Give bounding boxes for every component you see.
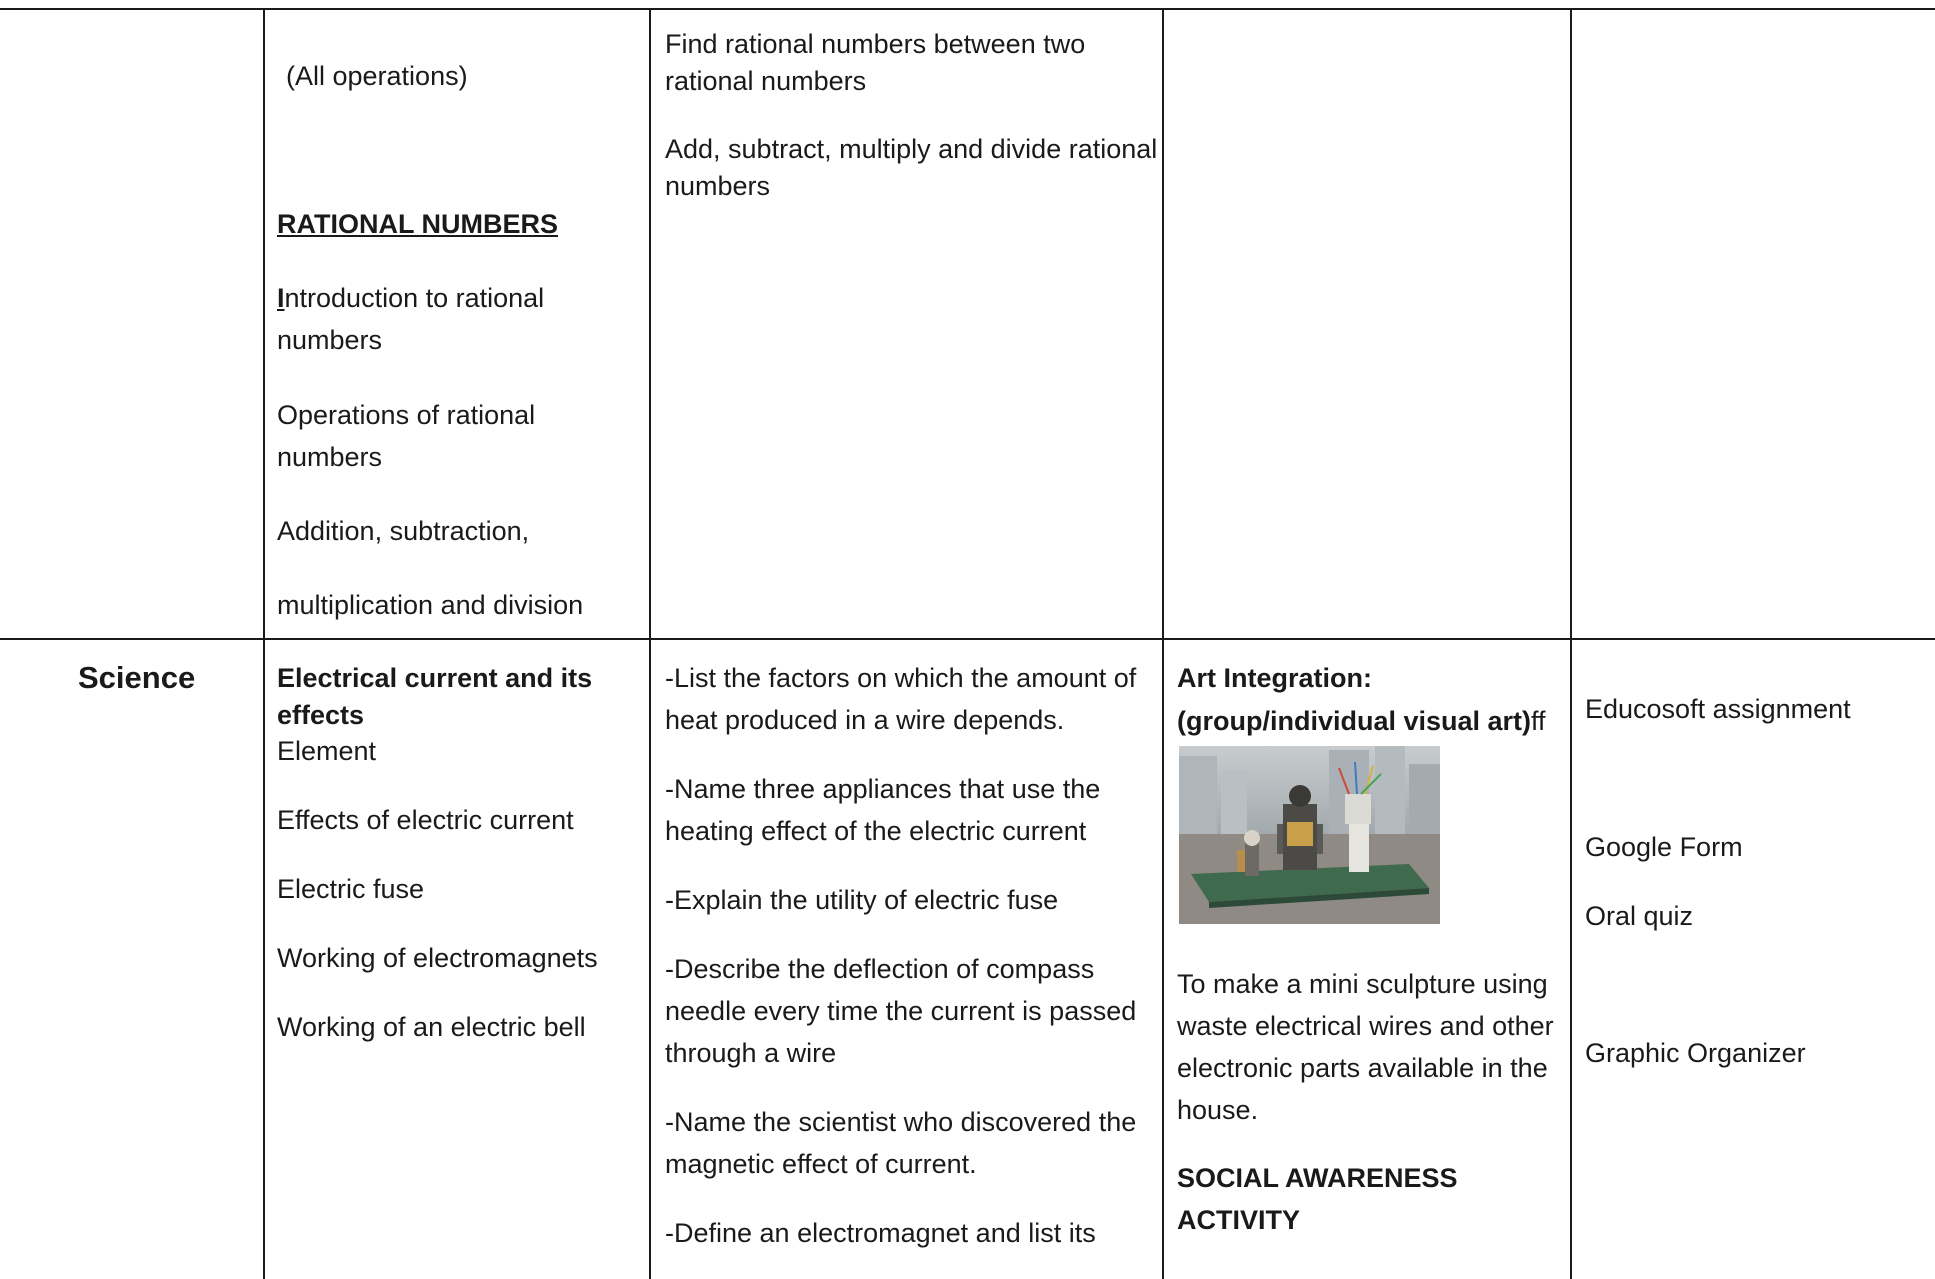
outcome-line: -Explain the utility of electric fuse: [665, 885, 1059, 915]
topic-electric-bell: Working of an electric bell: [277, 1012, 586, 1042]
topic-element: Element: [277, 736, 377, 766]
outcome-line: -Name the scientist who discovered the: [665, 1107, 1137, 1137]
topic-multiplication-division: multiplication and division: [277, 590, 584, 620]
art-subheading-text: (group/individual visual art): [1177, 706, 1532, 736]
topic-heading: Electrical current and its: [277, 663, 593, 693]
topic-heading-rational-numbers: RATIONAL NUMBERS: [277, 209, 558, 239]
outcome-line: magnetic effect of current.: [665, 1149, 977, 1179]
column-divider: [1570, 8, 1572, 1279]
topic-effects: Effects of electric current: [277, 805, 574, 835]
outcome-line: heating effect of the electric current: [665, 816, 1087, 846]
activity-description-line: waste electrical wires and other: [1177, 1011, 1554, 1041]
row-divider: [0, 638, 1935, 640]
assessment-oral-quiz: Oral quiz: [1585, 901, 1694, 931]
activity-description-line: house.: [1177, 1095, 1259, 1125]
topic-introduction-line2: numbers: [277, 325, 383, 355]
activity-description-line: To make a mini sculpture using: [1177, 969, 1548, 999]
assessment-educosoft: Educosoft assignment: [1585, 694, 1851, 724]
assessment-graphic-organizer: Graphic Organizer: [1585, 1038, 1806, 1068]
outcome-line: -Name three appliances that use the: [665, 774, 1101, 804]
outcome-line: -Define an electromagnet and list its: [665, 1218, 1096, 1248]
activity-description-line: electronic parts available in the: [1177, 1053, 1548, 1083]
column-divider: [263, 8, 265, 1279]
outcome-line: needle every time the current is passed: [665, 996, 1137, 1026]
topic-introduction: [277, 280, 544, 317]
topic-electromagnets: Working of electromagnets: [277, 943, 598, 973]
outcome-line: Find rational numbers between two: [665, 29, 1086, 59]
outcome-line: rational numbers: [665, 66, 867, 96]
outcome-line: numbers: [665, 171, 771, 201]
topic-intro-first-letter: I: [277, 283, 285, 313]
topic-intro-rest: ntroduction to rational: [284, 283, 545, 313]
topic-all-operations: (All operations): [286, 61, 468, 91]
topic-addition-subtraction: Addition, subtraction,: [277, 516, 530, 546]
topic-heading-line2: effects: [277, 700, 365, 730]
column-divider: [649, 8, 651, 1279]
outcome-line: heat produced in a wire depends.: [665, 705, 1065, 735]
assessment-google-form: Google Form: [1585, 832, 1743, 862]
topic-operations-line2: numbers: [277, 442, 383, 472]
subject-science: Science: [78, 660, 196, 695]
art-integration-heading: Art Integration:: [1177, 663, 1372, 693]
outcome-line: through a wire: [665, 1038, 837, 1068]
mini-sculpture-photo: [1179, 746, 1440, 924]
outcome-line: -Describe the deflection of compass: [665, 954, 1095, 984]
topic-operations: Operations of rational: [277, 400, 536, 430]
topic-fuse: Electric fuse: [277, 874, 425, 904]
art-integration-subheading: [1177, 703, 1546, 740]
table-top-border: [0, 8, 1935, 10]
outcome-line: -List the factors on which the amount of: [665, 663, 1137, 693]
outcome-line: Add, subtract, multiply and divide rational: [665, 134, 1158, 164]
column-divider: [1162, 8, 1164, 1279]
social-awareness-heading-line2: ACTIVITY: [1177, 1205, 1301, 1235]
art-subheading-tail: ff: [1531, 706, 1546, 736]
social-awareness-heading: SOCIAL AWARENESS: [1177, 1163, 1458, 1193]
